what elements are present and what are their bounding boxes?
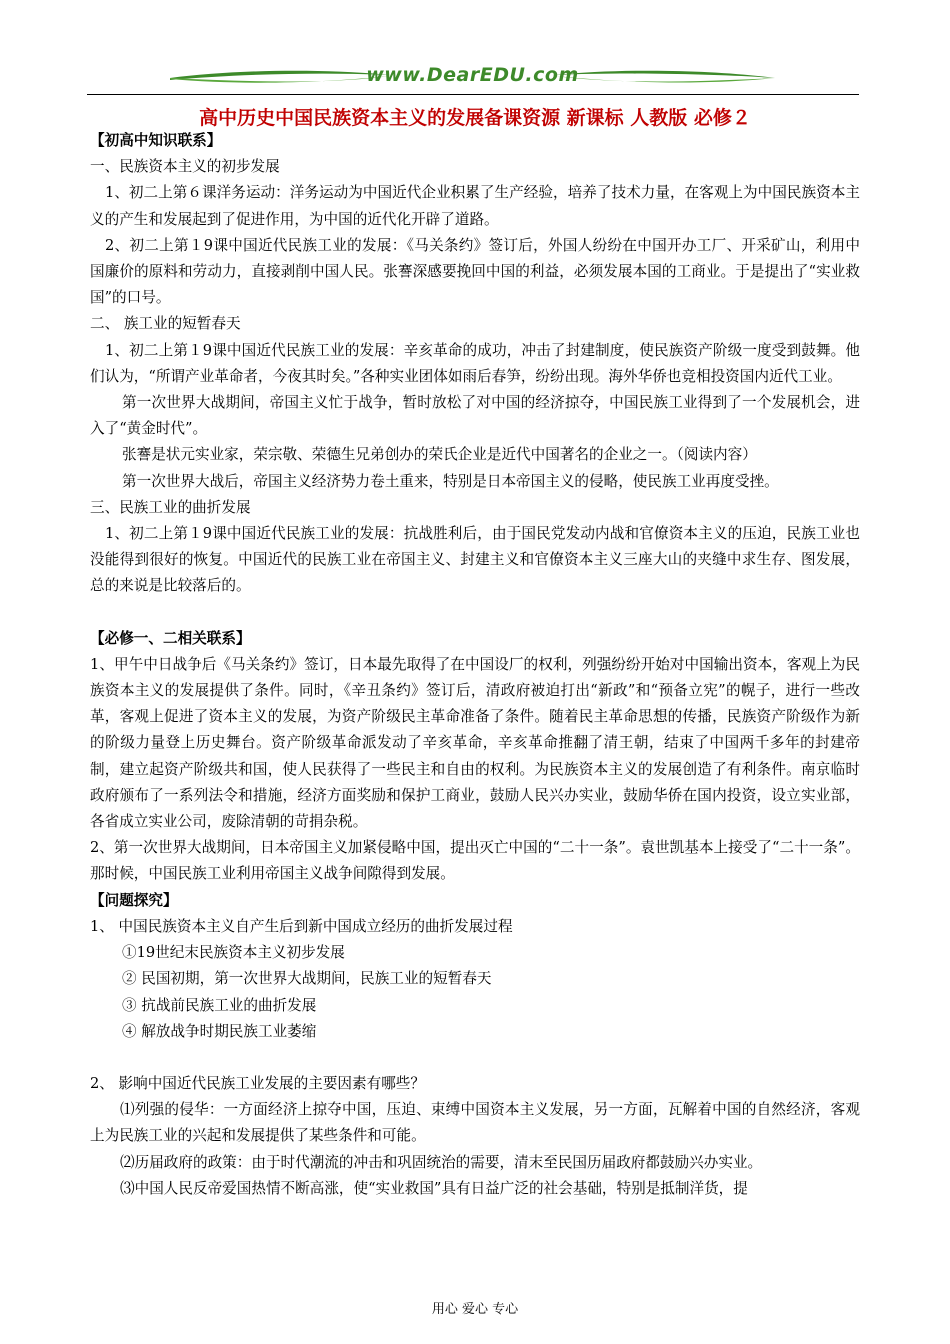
- answer-paragraph: ⑴列强的侵华：一方面经济上掠夺中国，压迫、束缚中国资本主义发展，另一方面，瓦解着中国的自然经济，客观上为民族工业的兴起和发展提供了某些条件和可能。: [90, 1101, 860, 1145]
- document-body: [90, 128, 860, 1202]
- subheading: 三、民族工业的曲折发展: [90, 498, 251, 516]
- site-logo-text: www.DearEDU.com: [366, 64, 579, 86]
- section-heading: 【初高中知识联系】: [90, 132, 222, 149]
- list-item: ② 民国初期，第一次世界大战期间，民族工业的短暂春天: [122, 970, 492, 988]
- paragraph: 第一次世界大战期间，帝国主义忙于战争，暂时放松了对中国的经济掠夺，中国民族工业得到了一个发展机会，进入了“黄金时代”。: [90, 394, 860, 438]
- header-rule: [87, 94, 859, 95]
- subheading: 一、民族资本主义的初步发展: [90, 158, 280, 176]
- subheading: 二、 族工业的短暂春天: [90, 315, 241, 333]
- paragraph: 第一次世界大战后，帝国主义经济势力卷土重来，特别是日本帝国主义的侵略，使民族工业再度受挫。: [122, 472, 779, 490]
- paragraph: 张謇是状元实业家，荣宗敬、荣德生兄弟创办的荣氏企业是近代中国著名的企业之一。（阅读内容）: [122, 446, 757, 464]
- paragraph: 1、甲午中日战争后《马关条约》签订，日本最先取得了在中国设厂的权利，列强纷纷开始对中国输出资本，客观上为民族资本主义的发展提供了条件。同时，《辛丑条约》签订后，清政府被迫打出“新政”和“预备立宪”的幌子，进行一些改革，客观上促进了资本主义的发展，为资产阶级民主革命准备了条件。随着民主革命思想的传播，民族资产阶级作为新的阶级力量登上历史舞台。资产阶级革命派发动了辛亥革命，辛亥革命推翻了清王朝，结束了中国两千多年的封建帝制，建立起资产阶级共和国，使人民获得了一些民主和自由的权利。为民族资本主义的发展创造了有利条件。南京临时政府颁布了一系列法令和措施，经济方面奖励和保护工商业，鼓励人民兴办实业，鼓励华侨在国内投资，设立实业部，各省成立实业公司，废除清朝的苛捐杂税。: [90, 655, 860, 831]
- section-heading: 【问题探究】: [90, 891, 178, 909]
- answer-paragraph: ⑵历届政府的政策：由于时代潮流的冲击和巩固统治的需要，清末至民国历届政府都鼓励兴办实业。: [120, 1153, 763, 1171]
- question: 2、 影响中国近代民族工业发展的主要因素有哪些？: [90, 1074, 425, 1092]
- paragraph: 1、初二上第１9课中国近代民族工业的发展：辛亥革命的成功，冲击了封建制度，使民族资产阶级一度受到鼓舞。他们认为，“所谓产业革命者，今夜其时矣。”各种实业团体如雨后春笋，纷纷出现。海外华侨也竞相投资国内近代工业。: [90, 341, 860, 385]
- paragraph: 2、初二上第１9课中国近代民族工业的发展：《马关条约》签订后，外国人纷纷在中国开办工厂、开采矿山，利用中国廉价的原料和劳动力，直接剥削中国人民。张謇深感要挽回中国的利益，必须发展本国的工商业。于是提出了“实业救国”的口号。: [90, 236, 860, 307]
- site-banner: [170, 62, 775, 92]
- document-title: 高中历史中国民族资本主义的发展备课资源 新课标 人教版 必修２: [199, 107, 751, 129]
- section-heading: 【必修一、二相关联系】: [90, 629, 251, 647]
- paragraph: 1、初二上第１9课中国近代民族工业的发展：抗战胜利后，由于国民党发动内战和官僚资本主义的压迫，民族工业也没能得到很好的恢复。中国近代的民族工业在帝国主义、封建主义和官僚资本主义三座大山的夹缝中求生存、图发展，总的来说是比较落后的。: [90, 525, 860, 595]
- list-item: ①19世纪末民族资本主义初步发展: [122, 944, 345, 962]
- paragraph: 1、初二上第６课洋务运动：洋务运动为中国近代企业积累了生产经验，培养了技术力量，在客观上为中国民族资本主义的产生和发展起到了促进作用，为中国的近代化开辟了道路。: [90, 184, 860, 228]
- question: 1、 中国民族资本主义自产生后到新中国成立经历的曲折发展过程: [90, 917, 513, 935]
- list-item: ④ 解放战争时期民族工业萎缩: [122, 1022, 317, 1040]
- blank-line: [90, 600, 860, 626]
- list-item: ③ 抗战前民族工业的曲折发展: [122, 996, 317, 1014]
- blank-line: [90, 1045, 860, 1071]
- paragraph: 2、第一次世界大战期间，日本帝国主义加紧侵略中国，提出灭亡中国的“二十一条”。袁世凯基本上接受了“二十一条”。那时候，中国民族工业利用帝国主义战争间隙得到发展。: [90, 839, 860, 883]
- page-footer: 用心 爱心 专心: [431, 1302, 519, 1317]
- answer-paragraph: ⑶中国人民反帝爱国热情不断高涨，使“实业救国”具有日益广泛的社会基础，特别是抵制洋货，提: [120, 1179, 748, 1197]
